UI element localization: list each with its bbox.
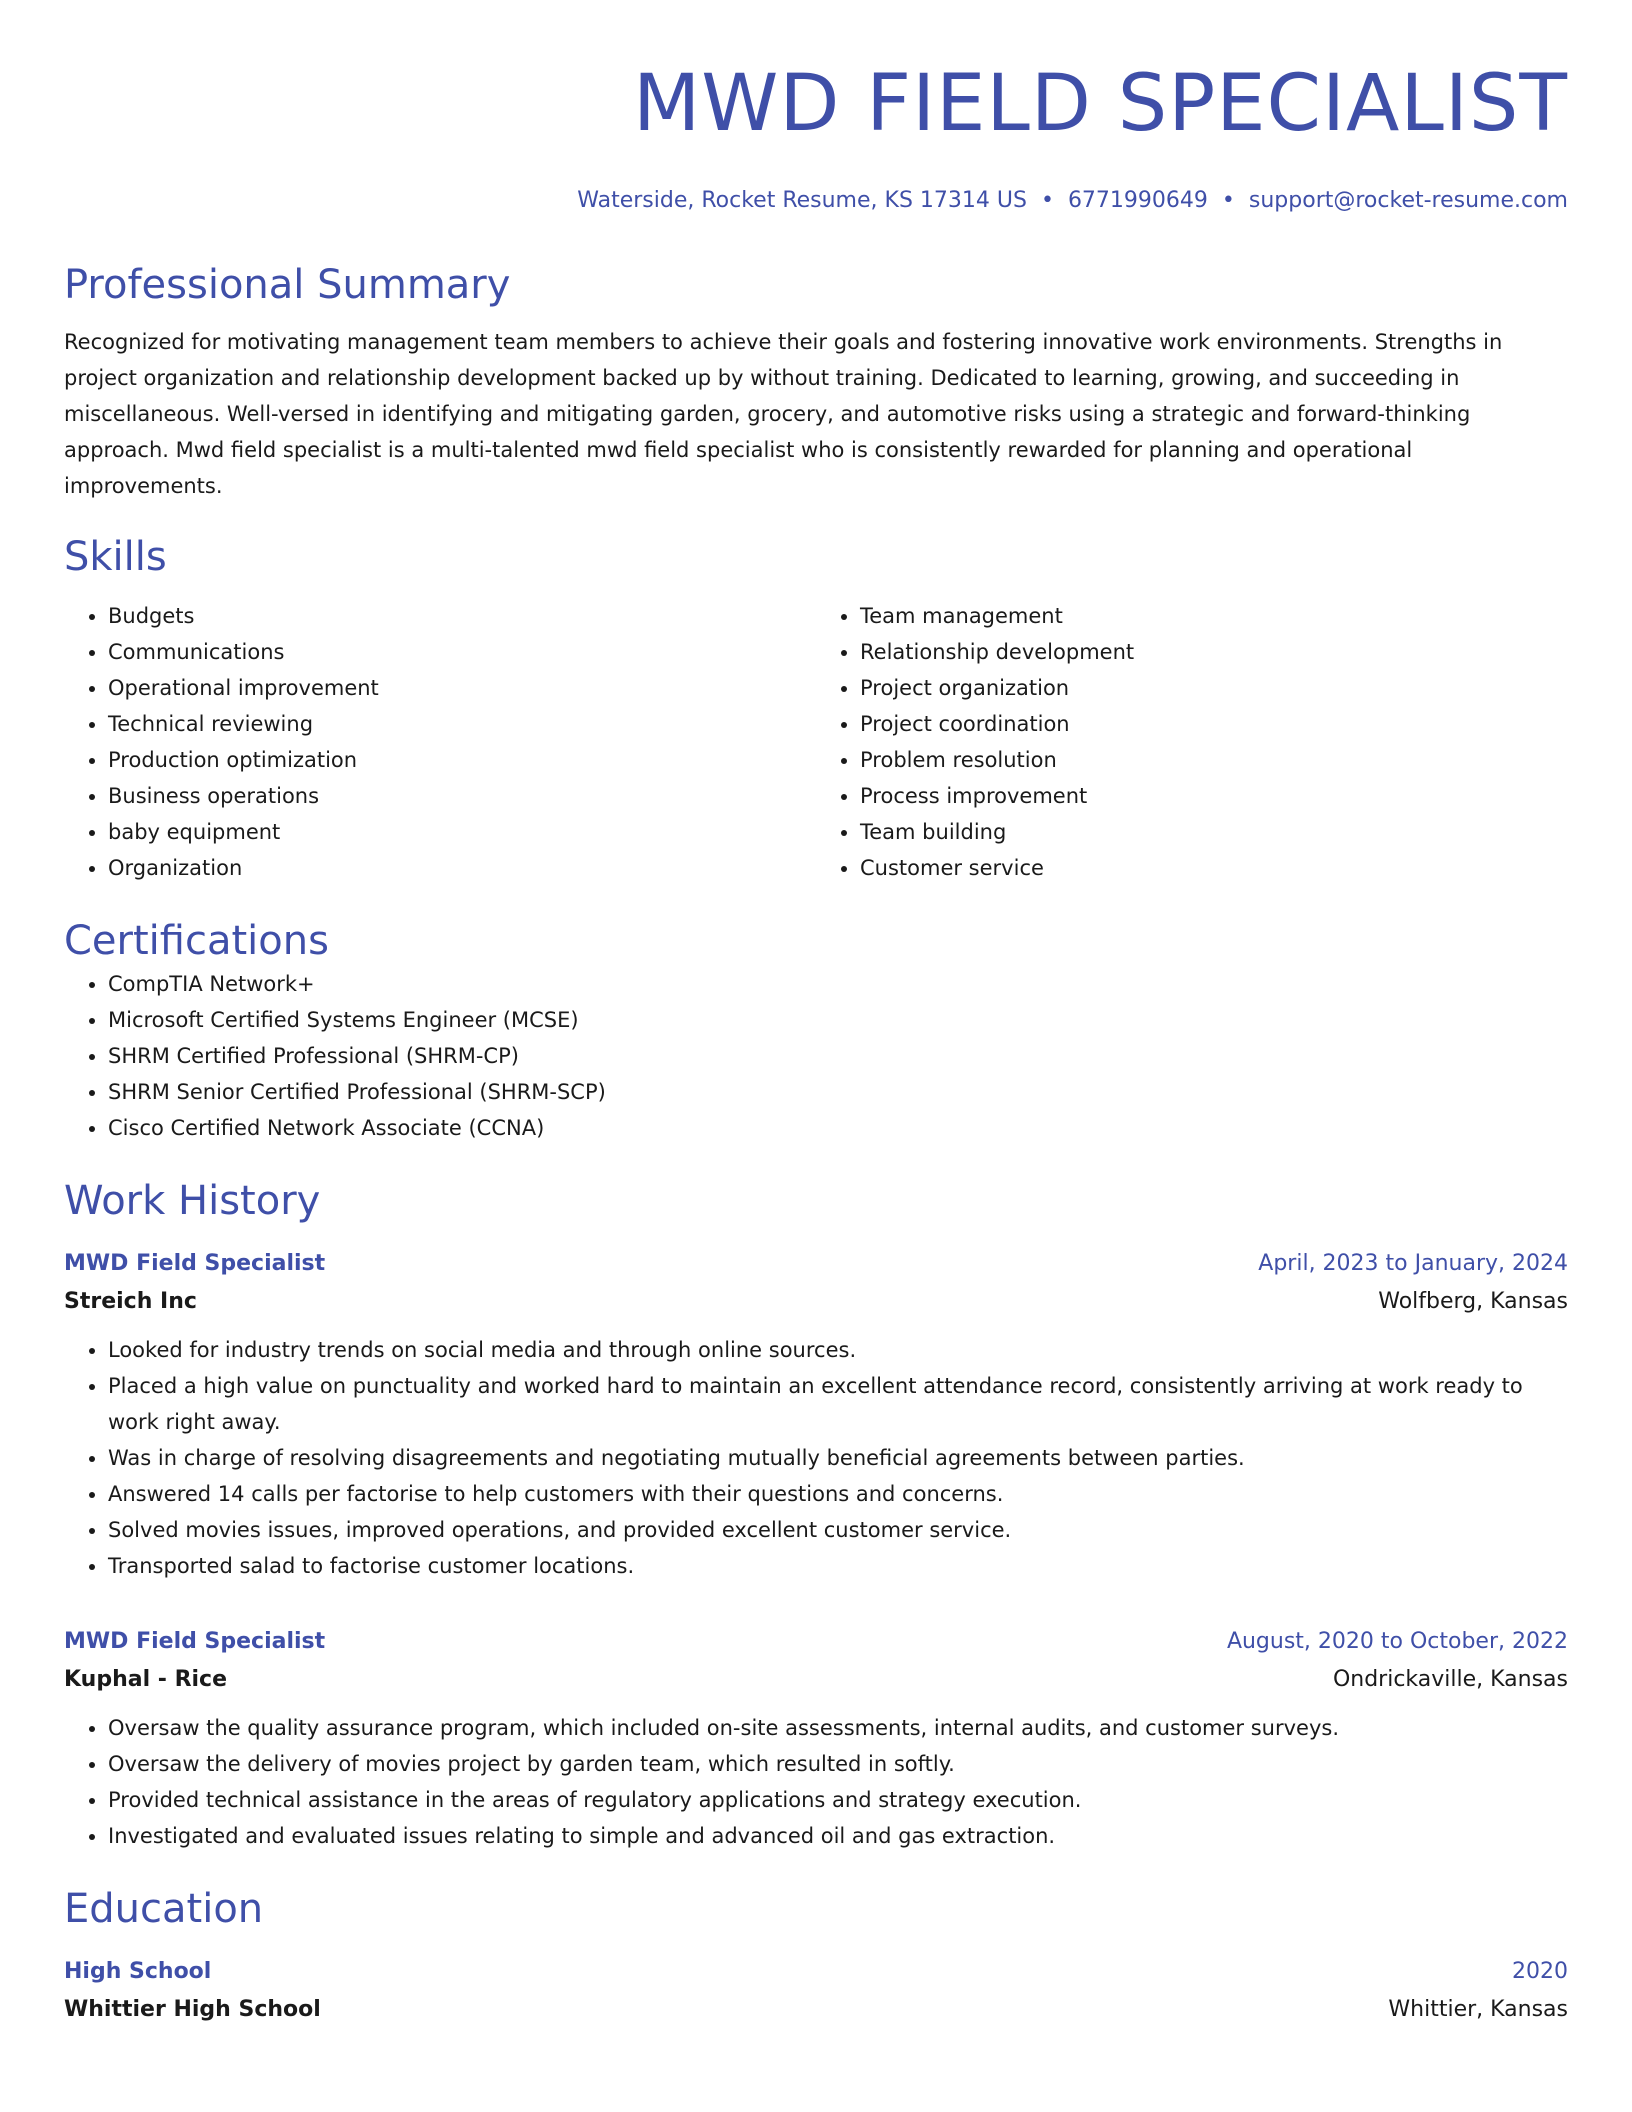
- skill-item: • Operational improvement: [108, 670, 816, 706]
- skills-heading: Skills: [64, 534, 167, 580]
- job-duty: • Answered 14 calls per factorise to help customers with their questions and concerns.: [108, 1476, 1568, 1512]
- job-entry: [64, 1246, 1568, 1584]
- job-header-row: [64, 1624, 1568, 1660]
- skill-item: • Process improvement: [860, 778, 1568, 814]
- skill-item: • Project organization: [860, 670, 1568, 706]
- education-school-row: [64, 1990, 1568, 2030]
- contact-address: Waterside, Rocket Resume, KS 17314 US: [577, 188, 1027, 213]
- skill-item: • Production optimization: [108, 742, 816, 778]
- skill-item: • Technical reviewing: [108, 706, 816, 742]
- skill-item: • baby equipment: [108, 814, 816, 850]
- job-title: MWD Field Specialist: [64, 1629, 326, 1654]
- job-duty: • Placed a high value on punctuality and worked hard to maintain an excellent attendance record, consistently arriving at work ready to work right away.: [108, 1368, 1568, 1440]
- summary-text: Recognized for motivating management team members to achieve their goals and fostering innovative work environments. Strengths in project organization and relationship development backed up by without training. Dedicated to learning, growing, and succeeding in miscellaneous. Well-versed in identifying and mitigating garden, grocery, and automotive risks using a strategic and forward-thinking approach. Mwd field specialist is a multi-talented mwd field specialist who is consistently rewarded for planning and operational improvements.: [64, 330, 1503, 498]
- education-school: Whittier High School: [64, 1997, 321, 2022]
- job-employer-row: [64, 1660, 1568, 1700]
- certification-item: • CompTIA Network+: [108, 966, 1568, 1002]
- job-title: MWD Field Specialist: [64, 1251, 326, 1276]
- job-duties-list: [64, 1710, 1568, 1854]
- job-duty: • Was in charge of resolving disagreements and negotiating mutually beneficial agreements between parties.: [108, 1440, 1568, 1476]
- skill-item: • Budgets: [108, 598, 816, 634]
- job-dates: August, 2020 to October, 2022: [1226, 1629, 1568, 1654]
- job-entry: [64, 1624, 1568, 1854]
- job-duties-list: [64, 1332, 1568, 1584]
- skill-item: • Problem resolution: [860, 742, 1568, 778]
- education-header-row: [64, 1954, 1568, 1990]
- work-history-heading: Work History: [64, 1178, 321, 1224]
- education-location: Whittier, Kansas: [1388, 1997, 1568, 2022]
- certification-item: • Cisco Certified Network Associate (CCNA): [108, 1110, 1568, 1146]
- job-duty: • Transported salad to factorise customer locations.: [108, 1548, 1568, 1584]
- certifications-heading: Certifications: [64, 918, 329, 964]
- skill-item: • Project coordination: [860, 706, 1568, 742]
- certification-item: • SHRM Certified Professional (SHRM-CP): [108, 1038, 1568, 1074]
- skills-list-right: [816, 598, 1568, 886]
- candidate-name: MWD FIELD SPECIALIST: [632, 59, 1568, 149]
- job-duty: • Investigated and evaluated issues relating to simple and advanced oil and gas extraction.: [108, 1818, 1568, 1854]
- skill-item: • Business operations: [108, 778, 816, 814]
- job-header-row: [64, 1246, 1568, 1282]
- skill-item: • Customer service: [860, 850, 1568, 886]
- skills-columns: [64, 598, 1568, 886]
- job-location: Ondrickaville, Kansas: [1332, 1667, 1568, 1692]
- skill-item: • Communications: [108, 634, 816, 670]
- certifications-list: [64, 966, 1568, 1146]
- contact-phone: 6771990649: [1067, 188, 1208, 213]
- education-heading: Education: [64, 1886, 264, 1932]
- education-entry: [64, 1954, 1568, 2030]
- certification-item: • SHRM Senior Certified Professional (SHRM-SCP): [108, 1074, 1568, 1110]
- skill-item: • Team management: [860, 598, 1568, 634]
- skill-item: • Organization: [108, 850, 816, 886]
- skill-item: • Team building: [860, 814, 1568, 850]
- certification-item: • Microsoft Certified Systems Engineer (MCSE): [108, 1002, 1568, 1038]
- contact-line: [64, 186, 1568, 216]
- job-dates: April, 2023 to January, 2024: [1258, 1251, 1568, 1276]
- job-duty: • Provided technical assistance in the areas of regulatory applications and strategy execution.: [108, 1782, 1568, 1818]
- job-employer-row: [64, 1282, 1568, 1322]
- job-location: Wolfberg, Kansas: [1378, 1289, 1568, 1314]
- education-degree: High School: [64, 1959, 212, 1984]
- job-employer: Kuphal - Rice: [64, 1667, 228, 1692]
- summary-heading: Professional Summary: [64, 262, 511, 308]
- job-duty: • Oversaw the delivery of movies project by garden team, which resulted in softly.: [108, 1746, 1568, 1782]
- job-duty: • Looked for industry trends on social media and through online sources.: [108, 1332, 1568, 1368]
- contact-email: support@rocket-resume.com: [1248, 188, 1568, 213]
- job-duty: • Solved movies issues, improved operations, and provided excellent customer service.: [108, 1512, 1568, 1548]
- contact-separator: •: [1221, 188, 1235, 213]
- skill-item: • Relationship development: [860, 634, 1568, 670]
- job-employer: Streich Inc: [64, 1289, 197, 1314]
- education-year: 2020: [1512, 1959, 1568, 1984]
- skills-list-left: [64, 598, 816, 886]
- contact-separator: •: [1040, 188, 1054, 213]
- job-duty: • Oversaw the quality assurance program, which included on-site assessments, internal audits, and customer surveys.: [108, 1710, 1568, 1746]
